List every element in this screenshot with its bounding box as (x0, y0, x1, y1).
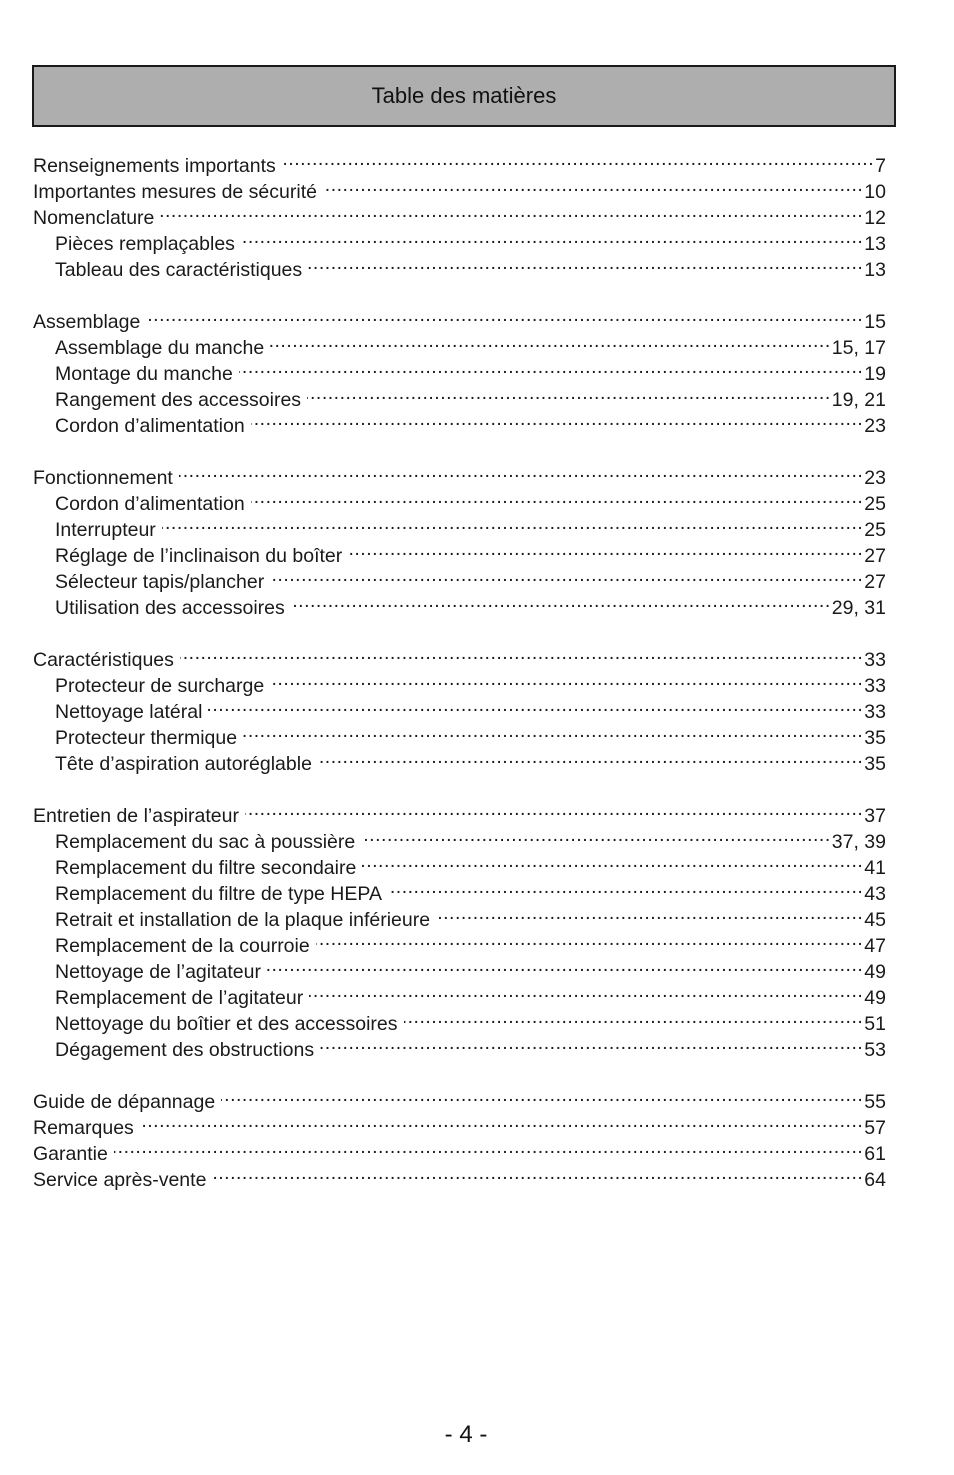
toc-section (33, 640, 886, 775)
toc-entry (33, 1134, 886, 1165)
dot-leader (251, 406, 864, 432)
dot-leader (270, 328, 831, 354)
dot-leader (270, 666, 863, 692)
toc-entry-page: 33 (864, 701, 886, 723)
toc-entry-label: Sélecteur tapis/plancher (55, 571, 265, 593)
dot-leader (251, 484, 864, 510)
dot-leader (323, 172, 863, 198)
toc-entry-label: Tête d’aspiration autoréglable (55, 753, 312, 775)
toc-entry-label: Retrait et installation de la plaque inférieure (55, 909, 431, 931)
toc-entry-page: 35 (864, 753, 886, 775)
toc-subentry (33, 510, 886, 541)
toc-header (32, 65, 896, 127)
toc-entry (33, 640, 886, 671)
toc-entry-page: 33 (864, 649, 886, 671)
dot-leader (180, 640, 863, 666)
toc-entry-page: 61 (864, 1143, 886, 1165)
toc-entry-label: Montage du manche (55, 363, 233, 385)
toc-entry-label: Protecteur de surcharge (55, 675, 265, 697)
toc-entry-page: 27 (864, 571, 886, 593)
toc-entry-page: 25 (864, 519, 886, 541)
toc-entry-label: Garantie (33, 1143, 108, 1165)
dot-leader (140, 1108, 864, 1134)
toc-entry-label: Protecteur thermique (55, 727, 238, 749)
toc-entry-label: Nettoyage latéral (55, 701, 203, 723)
toc-section (33, 1082, 886, 1191)
toc-entry-label: Dégagement des obstructions (55, 1039, 315, 1061)
toc-entry-label: Importantes mesures de sécurité (33, 181, 317, 203)
dot-leader (291, 588, 831, 614)
toc-entry-label: Tableau des caractéristiques (55, 259, 303, 281)
toc-entry-page: 25 (864, 493, 886, 515)
toc-entry-page: 23 (864, 415, 886, 437)
toc-entry-label: Remplacement de la courroie (55, 935, 310, 957)
toc-entry-page: 45 (864, 909, 886, 931)
dot-leader (179, 458, 863, 484)
toc-entry-label: Cordon d’alimentation (55, 415, 245, 437)
toc-entry-label: Remplacement du filtre de type HEPA (55, 883, 382, 905)
toc-entry-page: 47 (864, 935, 886, 957)
dot-leader (282, 146, 874, 172)
toc-entry-label: Entretien de l’aspirateur (33, 805, 239, 827)
toc-entry (33, 458, 886, 489)
toc-entry-label: Cordon d’alimentation (55, 493, 245, 515)
dot-leader (208, 692, 863, 718)
toc-entry-label: Remarques (33, 1117, 134, 1139)
dot-leader (320, 1030, 863, 1056)
toc-entry-page: 37 (864, 805, 886, 827)
dot-leader (245, 796, 863, 822)
dot-leader (239, 354, 864, 380)
toc-entry-label: Remplacement du filtre secondaire (55, 857, 357, 879)
dot-leader (404, 1004, 864, 1030)
toc-entry-page: 33 (864, 675, 886, 697)
toc-entry-page: 37, 39 (831, 831, 886, 853)
toc-entry-label: Nomenclature (33, 207, 155, 229)
dot-leader (388, 874, 863, 900)
toc-entry-label: Interrupteur (55, 519, 156, 541)
dot-leader (114, 1134, 864, 1160)
toc-entry-page: 49 (864, 961, 886, 983)
toc-entry-page: 10 (864, 181, 886, 203)
toc-entry-label: Nettoyage de l’agitateur (55, 961, 261, 983)
toc-entry-page: 15, 17 (831, 337, 886, 359)
dot-leader (307, 380, 831, 406)
toc-entry-label: Nettoyage du boîtier et des accessoires (55, 1013, 398, 1035)
toc-entry (33, 1108, 886, 1139)
dot-leader (348, 536, 863, 562)
dot-leader (162, 510, 863, 536)
toc-section (33, 796, 886, 1061)
dot-leader (316, 926, 864, 952)
toc-entry-page: 7 (875, 155, 886, 177)
toc-section (33, 458, 886, 619)
toc-entry-label: Remplacement de l’agitateur (55, 987, 304, 1009)
toc-entry-label: Réglage de l’inclinaison du boîter (55, 545, 343, 567)
toc-entry-label: Renseignements importants (33, 155, 276, 177)
toc-section (33, 146, 886, 281)
table-of-contents (33, 146, 886, 1212)
page-title: Table des matières (371, 83, 557, 108)
toc-entry-page: 53 (864, 1039, 886, 1061)
toc-entry-label: Guide de dépannage (33, 1091, 216, 1113)
dot-leader (436, 900, 863, 926)
toc-entry-label: Rangement des accessoires (55, 389, 302, 411)
dot-leader (308, 250, 863, 276)
dot-leader (267, 952, 863, 978)
toc-entry-label: Fonctionnement (33, 467, 173, 489)
toc-entry-label: Utilisation des accessoires (55, 597, 285, 619)
dot-leader (146, 302, 863, 328)
toc-entry (33, 1082, 886, 1113)
dot-leader (221, 1082, 863, 1108)
dot-leader (241, 224, 863, 250)
toc-entry (33, 1160, 886, 1191)
dot-leader (361, 822, 831, 848)
toc-entry-page: 64 (864, 1169, 886, 1191)
toc-subentry (33, 224, 886, 255)
toc-entry-page: 19 (864, 363, 886, 385)
toc-section (33, 302, 886, 437)
dot-leader (212, 1160, 863, 1186)
toc-entry-label: Assemblage (33, 311, 141, 333)
dot-leader (318, 744, 863, 770)
toc-entry (33, 796, 886, 827)
toc-entry-label: Service après-vente (33, 1169, 207, 1191)
toc-entry (33, 146, 886, 177)
toc-entry-page: 13 (864, 233, 886, 255)
toc-entry-page: 41 (864, 857, 886, 879)
toc-entry-label: Pièces remplaçables (55, 233, 235, 255)
toc-entry-label: Assemblage du manche (55, 337, 265, 359)
toc-entry-page: 19, 21 (831, 389, 886, 411)
toc-entry-page: 57 (864, 1117, 886, 1139)
toc-subentry (33, 328, 886, 359)
toc-entry-page: 29, 31 (831, 597, 886, 619)
toc-entry-page: 35 (864, 727, 886, 749)
toc-entry-page: 55 (864, 1091, 886, 1113)
toc-entry-page: 51 (864, 1013, 886, 1035)
toc-entry-page: 27 (864, 545, 886, 567)
toc-entry-page: 49 (864, 987, 886, 1009)
toc-entry-page: 13 (864, 259, 886, 281)
toc-entry-label: Caractéristiques (33, 649, 174, 671)
dot-leader (243, 718, 863, 744)
dot-leader (270, 562, 863, 588)
toc-entry-label: Remplacement du sac à poussière (55, 831, 356, 853)
toc-entry-page: 12 (864, 207, 886, 229)
toc-entry (33, 198, 886, 229)
dot-leader (362, 848, 863, 874)
dot-leader (309, 978, 863, 1004)
page-number: - 4 - (444, 1421, 488, 1448)
dot-leader (160, 198, 863, 224)
toc-entry (33, 302, 886, 333)
toc-entry-page: 43 (864, 883, 886, 905)
toc-entry-page: 23 (864, 467, 886, 489)
toc-entry-page: 15 (864, 311, 886, 333)
